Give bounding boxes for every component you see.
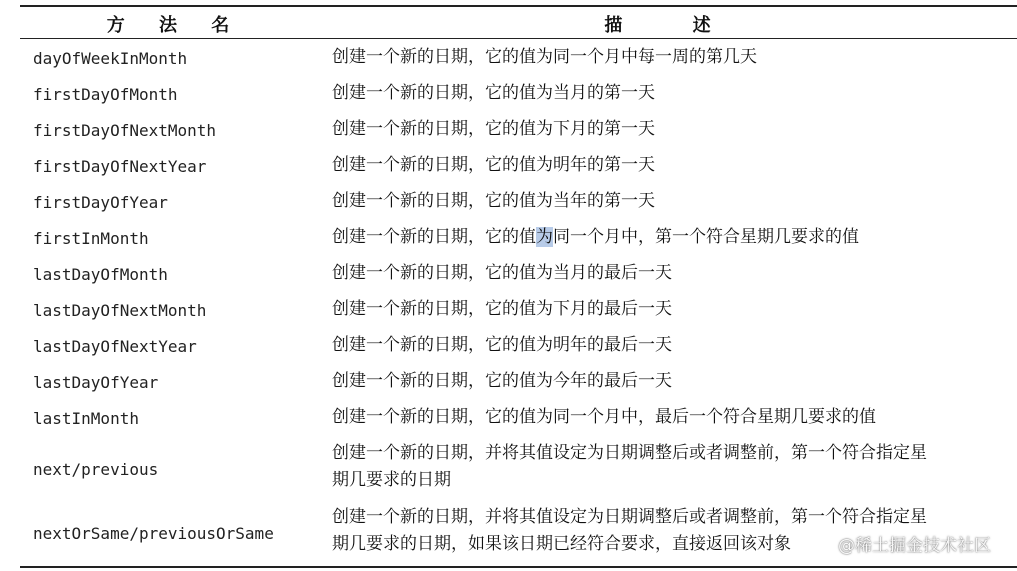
- method-description: 创建一个新的日期，它的值为当月的第一天: [332, 83, 655, 103]
- method-description: 创建一个新的日期，它的值为今年的最后一天: [332, 371, 672, 391]
- method-name: dayOfWeekInMonth: [33, 49, 188, 68]
- method-name: firstDayOfYear: [33, 193, 168, 212]
- method-name: firstDayOfNextMonth: [33, 121, 217, 140]
- text-selection-highlight: 为: [536, 227, 553, 247]
- method-description: 创建一个新的日期，它的值为同一个月中，最后一个符合星期几要求的值: [332, 407, 876, 427]
- method-name: firstDayOfNextYear: [33, 157, 207, 176]
- watermark: @稀土掘金技术社区: [838, 536, 991, 556]
- description-line: 创建一个新的日期，并将其值设定为日期调整后或者调整前，第一个符合指定星: [332, 443, 927, 463]
- header-method-name: 方 法 名: [106, 15, 244, 36]
- method-name: lastDayOfYear: [33, 373, 159, 392]
- description-text: 创建一个新的日期，它的值: [332, 227, 536, 247]
- method-description: 创建一个新的日期，它的值为下月的最后一天: [332, 299, 672, 319]
- table-header: [20, 7, 1017, 38]
- method-description: 创建一个新的日期，它的值为下月的第一天: [332, 119, 655, 139]
- method-description: 创建一个新的日期，它的值为当月的最后一天: [332, 263, 672, 283]
- description-text: 同一个月中，第一个符合星期几要求的值: [553, 227, 859, 247]
- method-name: lastInMonth: [33, 409, 139, 428]
- description-line: 期几要求的日期: [332, 470, 451, 490]
- method-name: nextOrSame/previousOrSame: [33, 524, 274, 543]
- method-name: lastDayOfNextMonth: [33, 301, 207, 320]
- method-name: lastDayOfMonth: [33, 265, 168, 284]
- method-description: [332, 440, 1017, 494]
- method-description: [332, 224, 1017, 251]
- method-name: next/previous: [33, 460, 159, 479]
- method-name: firstDayOfMonth: [33, 85, 178, 104]
- header-description: 描 述: [604, 15, 743, 36]
- method-description: 创建一个新的日期，它的值为同一个月中每一周的第几天: [332, 47, 757, 67]
- method-description: 创建一个新的日期，它的值为当年的第一天: [332, 191, 655, 211]
- table-bottom-rule: [20, 566, 1017, 568]
- description-line: 期几要求的日期，如果该日期已经符合要求，直接返回该对象: [332, 534, 791, 554]
- header-divider-rule: [20, 38, 1017, 39]
- method-name: lastDayOfNextYear: [33, 337, 197, 356]
- method-description: 创建一个新的日期，它的值为明年的第一天: [332, 155, 655, 175]
- description-line: 创建一个新的日期，并将其值设定为日期调整后或者调整前，第一个符合指定星: [332, 507, 927, 527]
- method-description: 创建一个新的日期，它的值为明年的最后一天: [332, 335, 672, 355]
- method-name: firstInMonth: [33, 229, 149, 248]
